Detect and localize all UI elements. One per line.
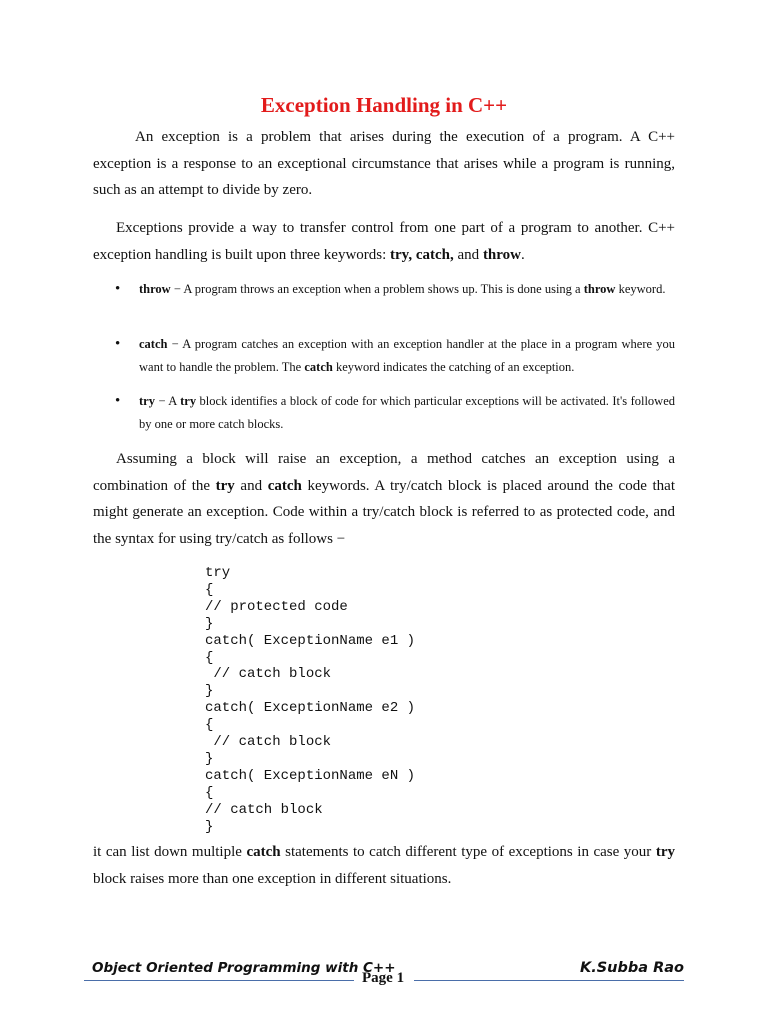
bullet-catch [115,333,675,379]
bullet-keyword: try [139,394,155,408]
footer-rule-right [414,980,684,981]
bullet-text: − A [154,394,181,408]
assuming-text-3: keywords. A try/catch block is placed around the code that might generate an exception. Code within a try/catch block is referred to as protected code, and the syntax for using try/catch as follows − [93,477,675,547]
keyword-catch: catch [267,477,302,494]
bullet-inline-keyword: catch [304,360,333,374]
assuming-text-1: Assuming a block will raise an exception, a method catches an exception using a combination of the [93,451,675,494]
keyword-catch-2: catch [246,844,281,860]
footer-page-number: Page 1 [362,970,405,986]
multiple-text-3: block raises more than one exception in different situations. [93,870,452,887]
footer-course-title: Object Oriented Programming with C++ [92,960,396,976]
bullet-try [115,390,675,436]
bullet-keyword: catch [139,337,168,351]
keyword-try-catch: try, catch, [390,246,454,263]
keywords-end: . [521,246,525,263]
keyword-try: try [215,477,235,494]
bullet-keyword: throw [139,282,171,296]
keyword-try-2: try [655,844,675,860]
keywords-and: and [453,246,483,263]
multiple-text-2: statements to catch different type of exceptions in case your [280,844,656,860]
bullet-text: − A program throws an exception when a problem shows up. This is done using a [170,282,584,296]
assuming-paragraph [93,446,675,552]
bullet-dot: • [115,281,121,297]
bullet-text-end: block identifies a block of code for which particular exceptions will be activated. It's followed by one or more catch blocks. [139,394,675,431]
multiple-catch-paragraph [93,839,675,892]
assuming-text-2: and [234,477,268,494]
bullet-dot: • [115,336,121,352]
footer-author: K.Subba Rao [579,960,684,976]
keywords-text: Exceptions provide a way to transfer control from one part of a program to another. C++ exception handling is built upon three keywords: [93,220,675,263]
multiple-text-1: it can list down multiple [93,844,247,860]
bullet-inline-keyword: throw [583,282,616,296]
bullet-inline-keyword: try [180,394,197,408]
footer-rule-left [84,980,354,981]
intro-paragraph: An exception is a problem that arises during the execution of a program. A C++ exception is a response to an exceptional circumstance that arises while a program is running, such as an attempt to divide by zero. [93,129,675,198]
bullet-throw [115,278,675,301]
keyword-throw: throw [482,246,521,263]
keywords-paragraph [93,215,675,268]
bullet-dot: • [115,393,121,409]
bullet-text-end: keyword indicates the catching of an exception. [332,360,575,374]
bullet-text-end: keyword. [615,282,666,296]
page-title: Exception Handling in C++ [260,93,508,117]
code-block: try { // protected code } catch( ExceptionName e1 ) { // catch block } catch( ExceptionName e2 ) { // catch block } catch( ExceptionName eN ) { // catch block } [205,565,416,835]
bullet-text: − A program catches an exception with an exception handler at the place in a program where you want to handle the problem. The [139,337,675,374]
